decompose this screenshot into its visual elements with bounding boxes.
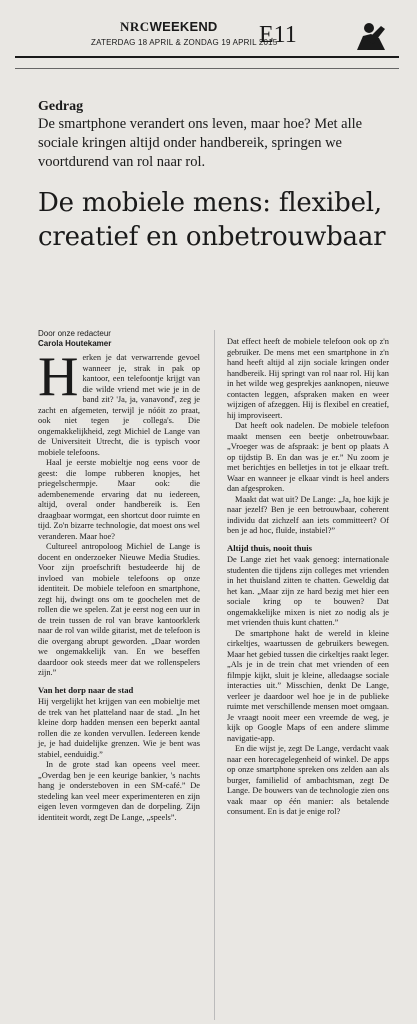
byline-label: Door onze redacteur bbox=[38, 329, 111, 338]
paragraph: Dat heeft ook nadelen. De mobiele telefoon maakt mensen een beetje onbetrouwbaar. „Vroeger was de afspraak: je bent op plaats A op tijdstip B. En dan was je er.” Nu zoom je met berichtjes en belletjes in tot je elkaar treft. Waar en wanneer je elkaar vindt is heel anders dan afgesproken. bbox=[227, 421, 389, 493]
paragraph: Dat effect heeft de mobiele telefoon ook op z'n gebruiker. De mens met een smartphone in z'n hand heeft altijd al zijn sociale kringen onder handbereik. Hij springt van rol naar rol. Hij kan in het wilde weg gesprekjes aanknopen, nieuwe contacten leggen, afspraken maken en weer wijzigen of afzeggen. Hij is flexibel en creatief, hij improviseert. bbox=[227, 337, 389, 420]
paragraph: En die wijst je, zegt De Lange, verdacht vaak naar een horecagelegenheid of winkel. De apps op onze smartphone spreken ons zelden aan als burger, familielid of ambachtsman, zegt De Lange. De bouwers van de technologie zien ons vaak maar op één manier: als betalende consument. En is dat je enige rol? bbox=[227, 744, 389, 816]
masthead-nrc: NRC bbox=[120, 19, 150, 34]
masthead-weekend: WEEKEND bbox=[149, 19, 218, 34]
page-header bbox=[0, 0, 417, 60]
article-column-left bbox=[38, 346, 200, 823]
column-divider bbox=[214, 330, 215, 1020]
article-headline: De mobiele mens: flexibel, creatief en onbetrouwbaar bbox=[38, 188, 386, 252]
section-label: Gedrag bbox=[38, 99, 84, 114]
paragraph: Haal je eerste mobieltje nog eens voor de geest: die lompe rubberen knopjes, het priegelschermpje. Maar ook: die adembenemende ervaring dat nu iedereen, altijd, overal onder handbereik is. Een draagbaar wormgat, een shortcut door ruimte en tijd. Zo'n bizarre technologie, dat moest ons wel veranderen. Maar hoe? bbox=[38, 458, 200, 541]
reader-silhouette-icon bbox=[349, 16, 389, 54]
byline-author: Carola Houtekamer bbox=[38, 339, 112, 348]
paragraph: De smartphone hakt de wereld in kleine cirkeltjes, waartussen de gebruikers bewegen. Maar het gebied tussen die cirkeltjes raakt leger. „Als je in de trein chat met vrienden of een filmpje kijkt, sluit je kleine, alledaagse sociale interacties uit.” Misschien, denkt De Lange, verleer je daardoor wel hoe je in de publieke ruimte met verschillende mensen moet omgaan. Je vraagt nooit meer een vreemde de weg, je kijk op Google Maps of een andere slimme navigatie-app. bbox=[227, 628, 389, 743]
section-rule bbox=[15, 68, 399, 69]
dateline: ZATERDAG 18 APRIL & ZONDAG 19 APRIL 2015 bbox=[91, 38, 278, 47]
masthead bbox=[120, 20, 218, 34]
drop-cap: H bbox=[38, 346, 79, 408]
paragraph: In de grote stad kan opeens veel meer. „Overdag ben je een keurige bankier, 's nachts hang je ondersteboven in een SM-café.” De stedeling kan veel meer experimenteren en zijn eigen leven vormgeven dan de dorpeling. Zijn identiteit wordt, zegt De Lange, „speels”. bbox=[38, 760, 200, 822]
paragraph: Cultureel antropoloog Michiel de Lange is docent en onderzoeker Nieuwe Media Studies. Voor zijn proefschrift bestudeerde hij de invloed van mobiele telefoons op onze identiteit. De mobiele telefoon en smartphone, zegt hij, dwingt ons om te goochelen met de rollen die we spelen. Zat je eerst nog een uur in de trein tussen de rol van brave kantoorklerk naar de rol van wilde gitarist, met de telefoon is die overgang abrupt geworden. „Daar worden we ongemakkelijk van. En we beseffen daardoor ook steeds meer dat we rollenspelers zijn.” bbox=[38, 542, 200, 677]
subheading: Altijd thuis, nooit thuis bbox=[227, 542, 313, 553]
article-column-right bbox=[227, 337, 389, 818]
paragraph: erken je dat verwarrende gevoel wanneer je, strak in pak op kantoor, een telefoontje krijgt van die wilde vriend met wie je in de band zit? 'Ja, ja, vanavond', zeg je zacht en afgemeten, terwijl je nóóit zo praat, ook niet tegen je collega's. Die ongemakkelijkheid, zegt Michiel de Lange van de Universiteit Utrecht, die is typisch voor mobiele telefoons. bbox=[38, 353, 200, 457]
header-rule bbox=[15, 56, 399, 58]
paragraph: De Lange ziet het vaak genoeg: internationale studenten die tijdens zijn colleges met vrienden in het thuisland zitten te chatten. Geweldig dat het kan. „Maar zijn ze hard bezig met hier een sociale kring op te bouwen? Dat ongemakkelijke mixen is niet zo nodig als je met vrienden thuis kunt chatten.” bbox=[227, 555, 389, 627]
subheading: Van het dorp naar de stad bbox=[38, 684, 134, 695]
paragraph: Hij vergelijkt het krijgen van een mobieltje met de trek van het platteland naar de stad. „In het kleine dorp hadden mensen een beperkt aantal rollen die ze konden vervullen. Iedereen kende je, je had duidelijke grenzen. Wie je bent was stabiel, eenduidig.” bbox=[38, 697, 200, 759]
page-number: E11 bbox=[259, 22, 297, 48]
article-intro: De smartphone verandert ons leven, maar hoe? Met alle sociale kringen altijd onder handbereik, springen we voortdurend van rol naar rol. bbox=[38, 116, 363, 170]
paragraph: Maakt dat wat uit? De Lange: „Ja, hoe kijk je naar jezelf? Ben je een betrouwbaar, coherent individu dat zichzelf aan iets committeert? Of ben je ad hoc, fluïde, instabiel?” bbox=[227, 494, 389, 535]
